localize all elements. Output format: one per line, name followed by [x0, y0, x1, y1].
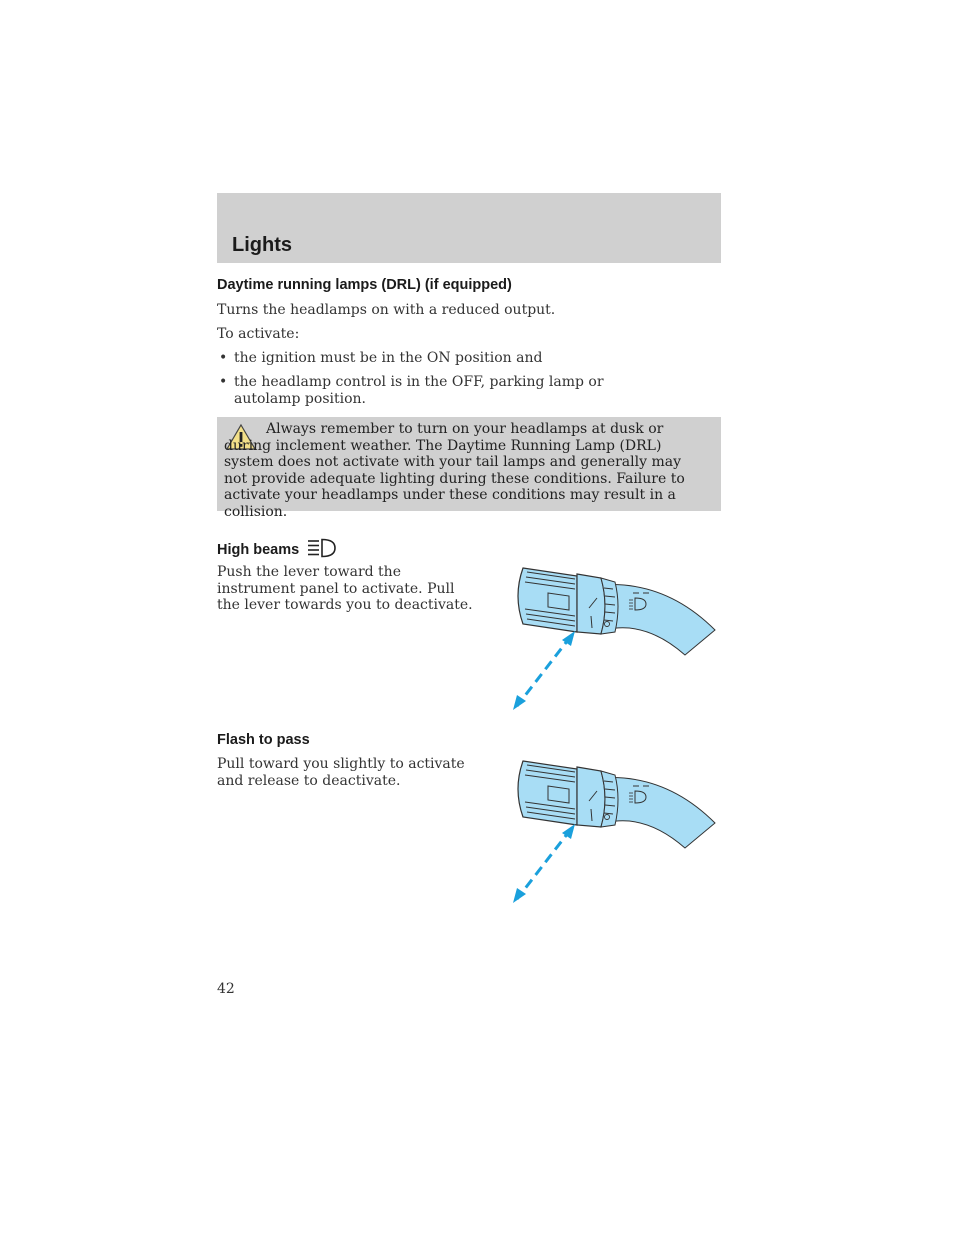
multifunction-lever-icon: [518, 761, 715, 848]
high-beams-heading-row: [217, 538, 337, 562]
bullet-dot: •: [219, 374, 228, 390]
activate-label: To activate:: [217, 326, 300, 342]
bullet-dot: •: [219, 350, 228, 366]
list-item: [217, 374, 667, 407]
high-beams-heading: High beams: [217, 542, 300, 558]
section-header: [217, 193, 721, 263]
flash-to-pass-text: Pull toward you slightly to activate and release to deactivate.: [217, 756, 465, 789]
flash-to-pass-heading: Flash to pass: [217, 732, 310, 748]
section-title: Lights: [232, 234, 292, 256]
warning-box: [217, 417, 721, 520]
multifunction-lever-icon: [518, 568, 715, 655]
drl-intro: Turns the headlamps on with a reduced output.: [217, 302, 556, 318]
double-arrow-icon: [513, 631, 575, 710]
bullet-text: the ignition must be in the ON position and: [234, 350, 543, 366]
high-beam-icon: [307, 538, 337, 562]
bullet-text: the headlamp control is in the OFF, parking lamp or autolamp position.: [234, 374, 604, 407]
list-item: [217, 350, 677, 367]
drl-heading: Daytime running lamps (DRL) (if equipped): [217, 277, 512, 293]
warning-text: Always remember to turn on your headlamps at dusk or during inclement weather. The Daytime Running Lamp (DRL) system does not activate with your tail lamps and generally may not provide adequate lighting during these conditions. Failure to activate your headlamps under these conditions may result in a collision.: [224, 421, 685, 520]
lever-illustration-flash-to-pass: [505, 753, 725, 917]
high-beams-text: Push the lever toward the instrument panel to activate. Pull the lever towards you to deactivate.: [217, 564, 473, 613]
lever-illustration-high-beams: [505, 560, 725, 724]
double-arrow-icon: [513, 824, 575, 903]
page-number: 42: [217, 981, 235, 997]
